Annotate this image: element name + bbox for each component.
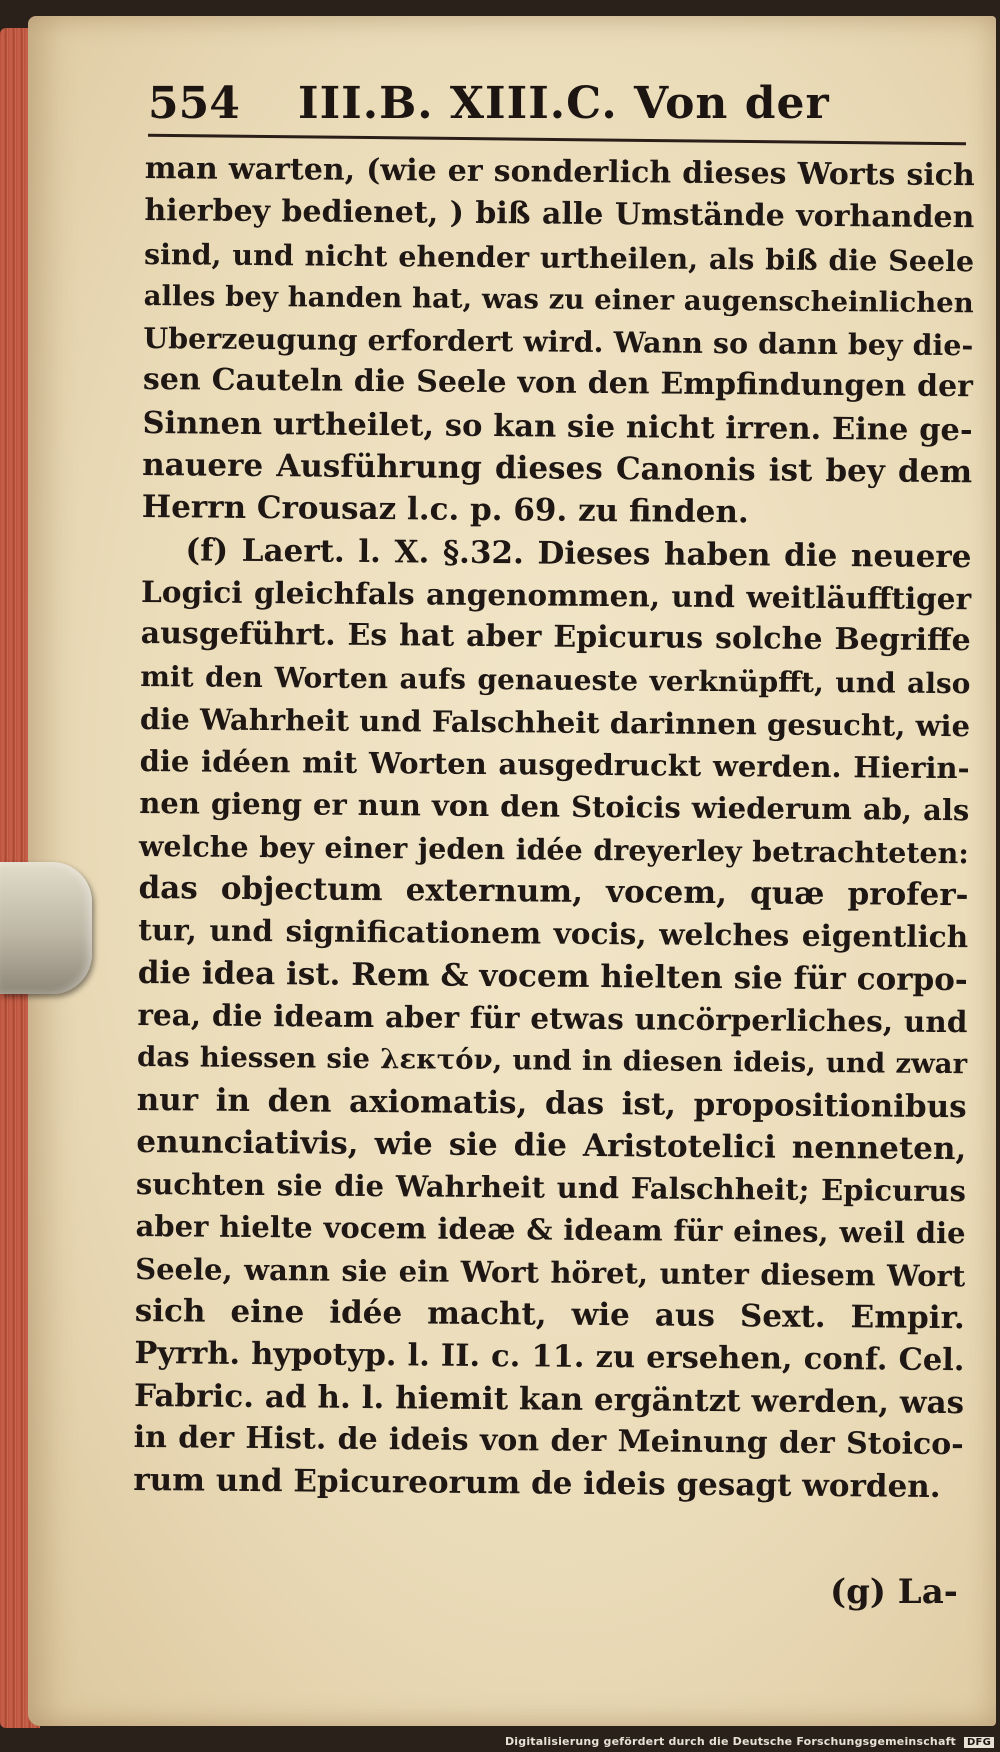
running-head: III.B. XIII.C. Von der bbox=[298, 78, 830, 129]
text-line: Pyrrh. hypotyp. l. II. c. 11. zu ersehen, conf. Cel. bbox=[134, 1335, 965, 1379]
text-line: mit den Worten aufs genaueste verknüpfft, und also bbox=[140, 659, 971, 700]
text-line: das hiessen sie λεκτόν, und in diesen ideis, und zwar bbox=[136, 1041, 968, 1081]
text-line: Logici gleichfals angenommen, und weitläufftiger bbox=[140, 573, 972, 617]
text-line: Herrn Crousaz l.c. p. 69. zu finden. bbox=[141, 489, 749, 531]
text-line: rum und Epicureorum de ideis gesagt worden. bbox=[133, 1462, 941, 1506]
text-line: Fabric. ad h. l. hiemit kan ergäntzt werden, was bbox=[133, 1377, 965, 1421]
book-clasp bbox=[0, 862, 92, 994]
text-line: in der Hist. de ideis von der Meinung der Stoico- bbox=[133, 1419, 964, 1463]
text-line: die idéen mit Worten ausgedruckt werden. Hierin- bbox=[139, 744, 970, 786]
catchword: (g) La- bbox=[830, 1572, 958, 1612]
text-line: sind, und nicht ehender urtheilen, als biß die Seele bbox=[143, 236, 975, 278]
text-line: hierbey bedienet, ) biß alle Umstände vorhanden bbox=[144, 193, 975, 236]
text-line: Uberzeugung erfordert wird. Wann so dann bey die- bbox=[143, 321, 974, 363]
text-line: Seele, wann sie ein Wort höret, unter diesem Wort bbox=[135, 1251, 966, 1293]
page-header bbox=[148, 78, 988, 138]
text-line: suchten sie die Wahrheit und Falschheit; Epicurus bbox=[135, 1167, 967, 1209]
digitization-footer bbox=[505, 1735, 994, 1748]
text-line: nur in den axiomatis, das ist, propositionibus bbox=[136, 1081, 967, 1125]
dfg-logo: DFG bbox=[964, 1737, 994, 1748]
text-line: das objectum externum, vocem, quæ profer- bbox=[138, 870, 969, 914]
text-line: Sinnen urtheilet, so kan sie nicht irren. Eine ge- bbox=[142, 404, 973, 449]
text-line: tur, und significationem vocis, welches eigentlich bbox=[138, 912, 969, 955]
text-line: sen Cauteln die Seele von den Empfindungen der bbox=[142, 362, 974, 405]
page-number: 554 bbox=[148, 78, 240, 129]
text-line: man warten, (wie er sonderlich dieses Worts sich bbox=[144, 150, 975, 194]
footnote-start-line: (f) Laert. l. X. §.32. Dieses haben die neuere bbox=[185, 532, 972, 575]
text-line: rea, die ideam aber für etwas uncörperliches, und bbox=[137, 996, 968, 1040]
text-line: nauere Ausführung dieses Canonis ist bey dem bbox=[142, 447, 973, 491]
text-line: enunciativis, wie sie die Aristotelici nenneten, bbox=[136, 1123, 967, 1168]
text-line: nen gieng er nun von den Stoicis wiederum ab, als bbox=[139, 786, 970, 828]
text-line: die idea ist. Rem & vocem hielten sie für corpo- bbox=[137, 954, 968, 998]
text-line: welche bey einer jeden idée dreyerley betrachteten: bbox=[138, 828, 970, 870]
footer-text: Digitalisierung gefördert durch die Deutsche Forschungsgemeinschaft bbox=[504, 1735, 957, 1748]
text-line: alles bey handen hat, was zu einer augenscheinlichen bbox=[143, 279, 974, 320]
text-line: sich eine idée macht, wie aus Sext. Empir. bbox=[134, 1292, 965, 1337]
body-text bbox=[133, 148, 975, 1509]
text-line: aber hielte vocem ideæ & ideam für eines, weil die bbox=[135, 1209, 966, 1251]
text-line: die Wahrheit und Falschheit darinnen gesucht, wie bbox=[139, 701, 971, 744]
text-line: ausgeführt. Es hat aber Epicurus solche Begriffe bbox=[140, 616, 971, 659]
